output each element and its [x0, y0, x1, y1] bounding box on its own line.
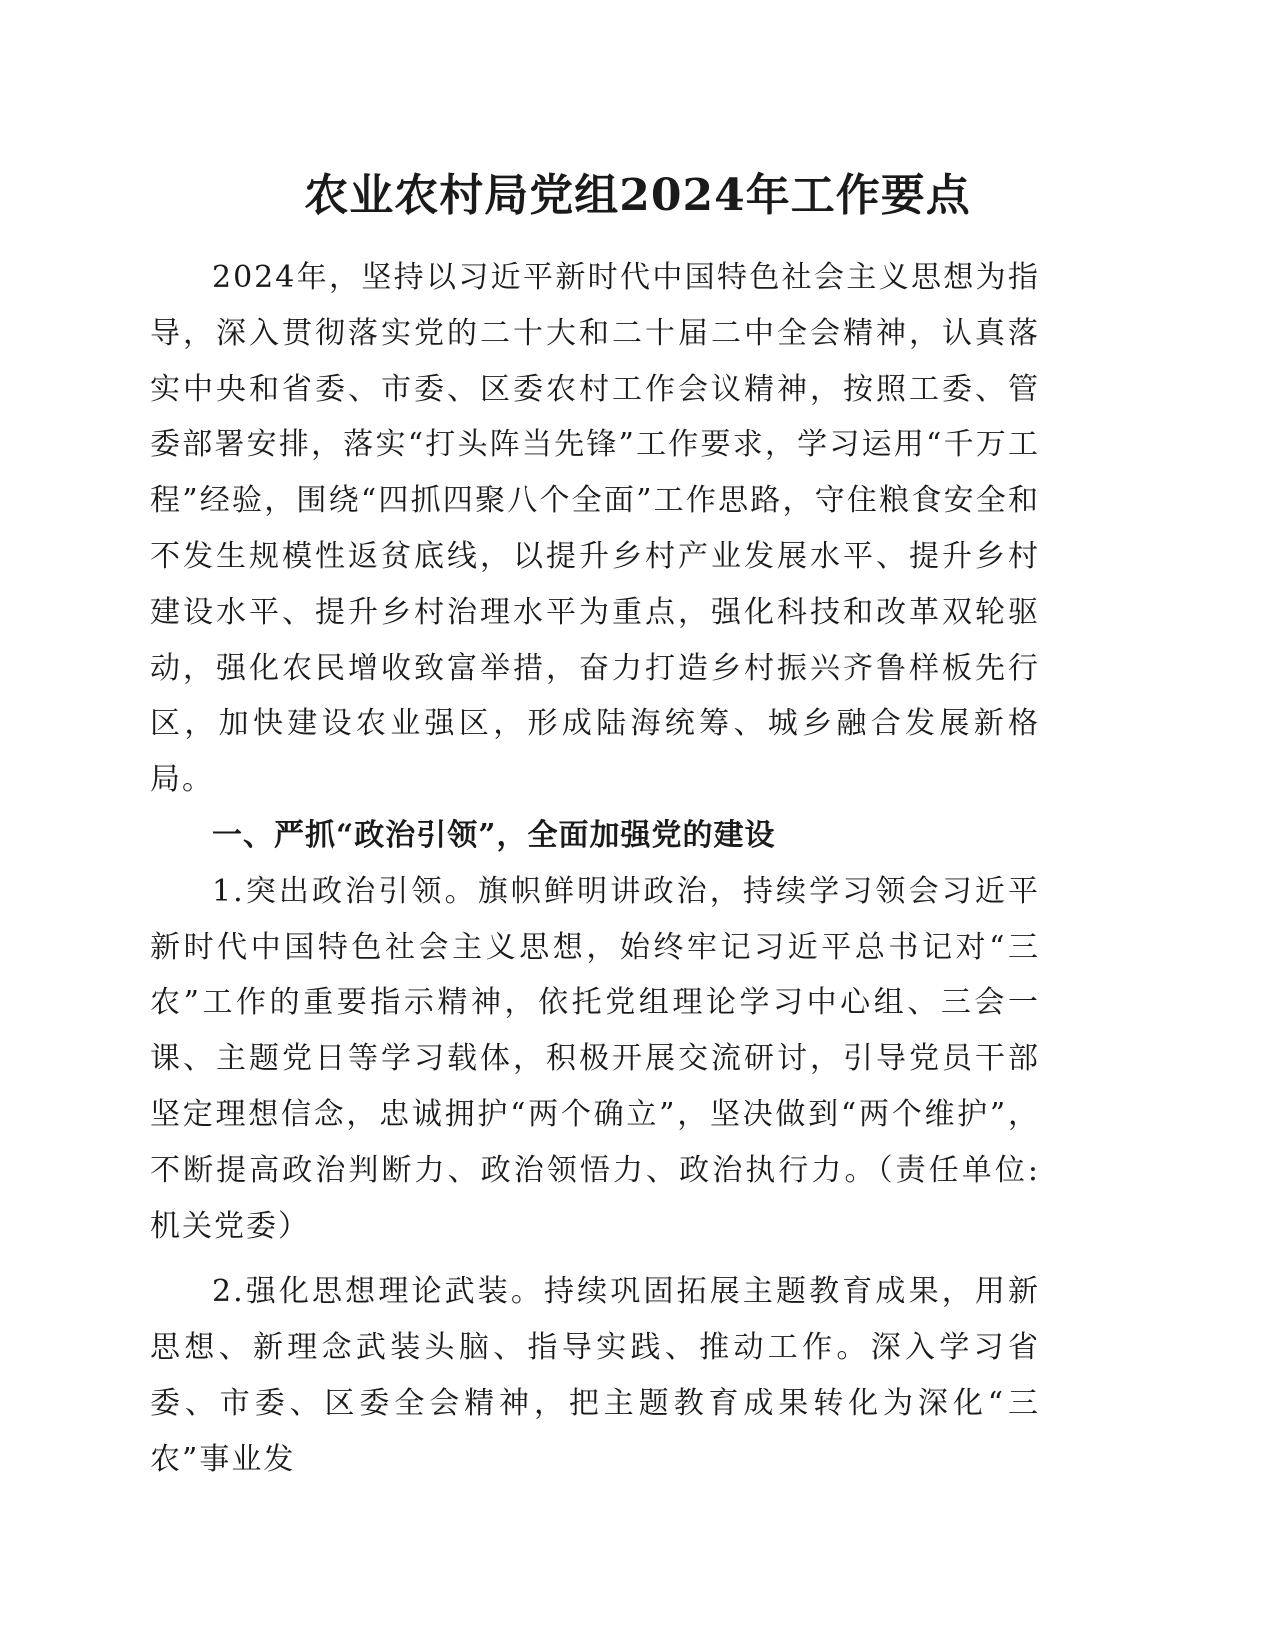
- item-2-paragraph: 2.强化思想理论武装。持续巩固拓展主题教育成果，用新思想、新理念武装头脑、指导实践、推动工作。深入学习省委、市委、区委全会精神，把主题教育成果转化为深化“三农”事业发: [150, 1274, 1040, 1477]
- document-body: [150, 250, 1040, 1488]
- paragraph-gap: [150, 1254, 1040, 1264]
- section-heading-1: 一、严抓“政治引领”，全面加强党的建设: [212, 817, 776, 853]
- intro-paragraph: 2024年，坚持以习近平新时代中国特色社会主义思想为指导，深入贯彻落实党的二十大和二十届二中全会精神，认真落实中央和省委、市委、区委农村工作会议精神，按照工委、管委部署安排，落实“打头阵当先锋”工作要求，学习运用“千万工程”经验，围绕“四抓四聚八个全面”工作思路，守住粮食安全和不发生规模性返贫底线，以提升乡村产业发展水平、提升乡村建设水平、提升乡村治理水平为重点，强化科技和改革双轮驱动，强化农民增收致富举措，奋力打造乡村振兴齐鲁样板先行区，加快建设农业强区，形成陆海统筹、城乡融合发展新格局。: [150, 260, 1040, 798]
- document-title: 农业农村局党组2024年工作要点: [304, 170, 971, 221]
- item-1-paragraph: 1.突出政治引领。旗帜鲜明讲政治，持续学习领会习近平新时代中国特色社会主义思想，始终牢记习近平总书记对“三农”工作的重要指示精神，依托党组理论学习中心组、三会一课、主题党日等学习载体，积极开展交流研讨，引导党员干部坚定理想信念，忠诚拥护“两个确立”，坚决做到“两个维护”，不断提高政治判断力、政治领悟力、政治执行力。（责任单位:机关党委）: [150, 873, 1040, 1244]
